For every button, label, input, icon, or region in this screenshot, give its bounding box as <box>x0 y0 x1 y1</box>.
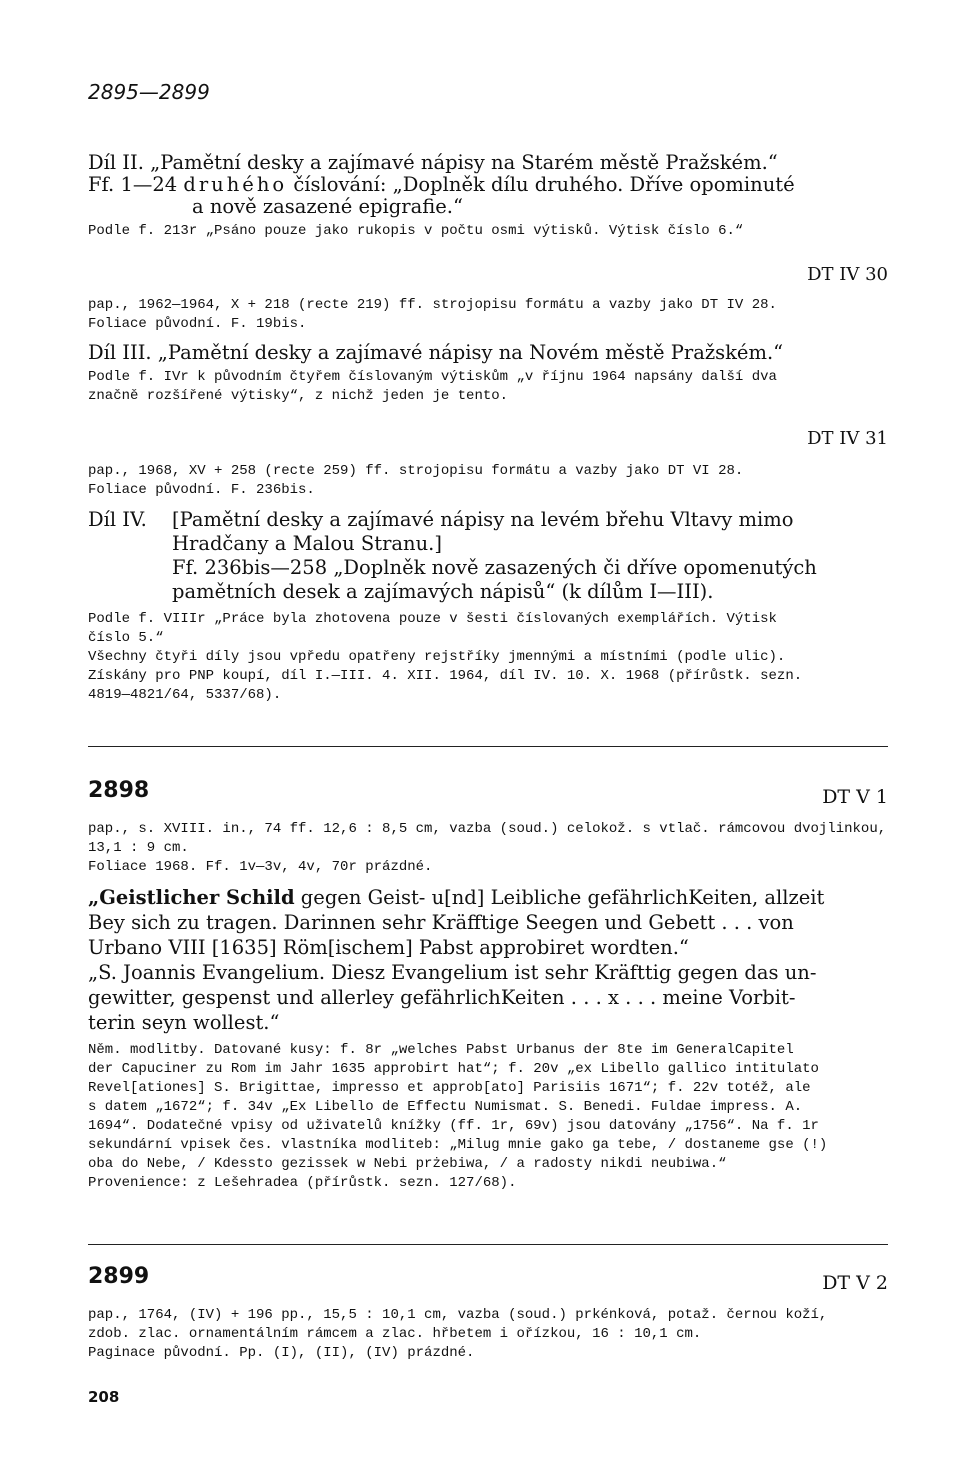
entry-note-line: sekundární vpisek čes. vlastníka modliteb: „Milug mnie gako ga tebe, / dostaneme gse (!) <box>88 1137 828 1153</box>
part-4-body <box>172 508 888 604</box>
entry-title-line: „S. Joannis Evangelium. Diesz Evangelium ist sehr Kräfttig gegen das un- <box>88 961 817 984</box>
entry-title-line: terin seyn wollest.“ <box>88 1011 280 1034</box>
part-2-foliation-cont-text: a nově zasazené epigrafie.“ <box>192 195 463 218</box>
part-2-note: Podle f. 213r „Psáno pouze jako rukopis v počtu osmi výtisků. Výtisk číslo 6.“ <box>88 223 744 239</box>
part-4-note: Všechny čtyři díly jsou vpředu opatřeny rejstříky jmennými a místními (podle ulic). <box>88 649 786 665</box>
part-4-line: Ff. 236bis—258 „Doplněk nově zasazených či dříve opomenutých <box>172 556 817 579</box>
entry-title <box>88 885 888 910</box>
part-2-desc-line: Foliace původní. F. 19bis. <box>88 316 307 332</box>
part-3-desc-line: pap., 1968, XV + 258 (recte 259) ff. strojopisu formátu a vazby jako DT VI 28. <box>88 463 744 479</box>
part-3-note: Podle f. IVr k původním čtyřem číslovaným výtiskům „v říjnu 1964 napsány další dva <box>88 369 777 385</box>
part-4-heading <box>88 508 888 604</box>
part-2-foliation-cont <box>88 196 888 218</box>
section-divider <box>88 746 888 747</box>
part-2-desc-line: pap., 1962—1964, X + 218 (recte 219) ff. strojopisu formátu a vazby jako DT IV 28. <box>88 297 777 313</box>
part-4-note: Získány pro PNP koupí, díl I.—III. 4. XII. 1964, díl IV. 10. X. 1968 (přírůstk. sezn. <box>88 668 803 684</box>
part-3-desc <box>88 462 888 500</box>
entry-note-line: 1694“. Dodatečné vpisy od uživatelů knížky (ff. 1r, 69v) jsou datovány „1756“. Na f. 1r <box>88 1118 819 1134</box>
part-3-block <box>88 342 888 406</box>
entry-note-line: Provenience: z Lešehradea (přírůstk. sezn. 127/68). <box>88 1175 517 1191</box>
entry-desc-line: pap., s. XVIII. in., 74 ff. 12,6 : 8,5 cm, vazba (soud.) celokož. s vtlač. rámcovou dvojlinkou, <box>88 821 887 837</box>
entry-note-line: Něm. modlitby. Datované kusy: f. 8r „welches Pabst Urbanus der 8te im GeneralCapitel <box>88 1042 794 1058</box>
part-2-signature: DT IV 30 <box>807 264 888 285</box>
section-divider <box>88 1244 888 1245</box>
entry-title-line: gewitter, gespenst und allerley gefährlichKeiten . . . x . . . meine Vorbit- <box>88 986 796 1009</box>
part-4-note: číslo 5.“ <box>88 630 164 646</box>
part-2-spaced-word: druhého <box>183 173 288 196</box>
part-2-folio-range: Ff. 1—24 <box>88 173 184 196</box>
entry-desc-line: Foliace 1968. Ff. 1v—3v, 4v, 70r prázdné. <box>88 859 433 875</box>
part-2-desc <box>88 296 888 334</box>
entry-number: 2899 <box>88 1264 150 1289</box>
entry-title-line: Bey sich zu tragen. Darinnen sehr Kräfftige Seegen und Gebett . . . von <box>88 911 794 934</box>
part-3-desc-line: Foliace původní. F. 236bis. <box>88 482 315 498</box>
entry-desc-line: Paginace původní. Pp. (I), (II), (IV) prázdné. <box>88 1345 475 1361</box>
part-3-title: Díl III. „Pamětní desky a zajímavé nápisy na Novém městě Pražském.“ <box>88 341 784 364</box>
entry-2899-body <box>88 1306 888 1363</box>
entry-signature: DT V 1 <box>822 786 888 808</box>
part-3-note: značně rozšířené výtisky“, z nichž jeden je tento. <box>88 388 509 404</box>
part-4-note: Podle f. VIIIr „Práce byla zhotovena pouze v šesti číslovaných exemplářích. Výtisk <box>88 611 777 627</box>
part-2-foliation <box>88 174 888 196</box>
entry-title-line: Urbano VIII [1635] Röm[ischem] Pabst approbiret wordten.“ <box>88 936 689 959</box>
entry-title-bold: „Geistlicher Schild <box>88 886 295 909</box>
entry-desc-line: zdob. zlac. ornamentálním rámcem a zlac. hřbetem i ořízkou, 16 : 10,1 cm. <box>88 1326 702 1342</box>
part-2-title: Díl II. „Pamětní desky a zajímavé nápisy na Starém městě Pražském.“ <box>88 151 778 174</box>
entry-title-rest: gegen Geist- u[nd] Leibliche gefährlichKeiten, allzeit <box>294 886 825 909</box>
part-4-line: Hradčany a Malou Stranu.] <box>172 532 442 555</box>
entry-note-line: oba do Nebe, / Kdessto gezissek w Nebi prżebiwa, / a radosty nikdi neubiwa.“ <box>88 1156 727 1172</box>
entry-signature: DT V 2 <box>822 1272 888 1294</box>
part-4-line: pamětních desek a zajímavých nápisů“ (k dílům I—III). <box>172 580 714 603</box>
entry-note-line: Revel[ationes] S. Brigittae, impresso et approb[ato] Parisiis 1671“; f. 22v totéž, ale <box>88 1080 811 1096</box>
part-4-label: Díl IV. <box>88 508 147 531</box>
part-2-block <box>88 152 888 241</box>
part-2-folio-text: číslování: „Doplněk dílu druhého. Dříve opominuté <box>287 173 795 196</box>
part-3-signature: DT IV 31 <box>807 428 888 449</box>
part-4-block <box>88 508 888 705</box>
entry-desc-line: 13,1 : 9 cm. <box>88 840 189 856</box>
entry-note-line: der Capuciner zu Rom im Jahr 1635 approbirt hat“; f. 20v „ex Libello gallico intitulato <box>88 1061 819 1077</box>
running-head: 2895—2899 <box>88 80 210 104</box>
entry-note-line: s datem „1672“; f. 34v „Ex Libello de Effectu Numismat. S. Benedi. Fuldae impress. A. <box>88 1099 803 1115</box>
entry-2898-body <box>88 820 888 1193</box>
part-4-note: 4819—4821/64, 5337/68). <box>88 687 282 703</box>
entry-number: 2898 <box>88 778 150 803</box>
part-4-line: [Pamětní desky a zajímavé nápisy na levém břehu Vltavy mimo <box>172 508 794 531</box>
entry-desc-line: pap., 1764, (IV) + 196 pp., 15,5 : 10,1 cm, vazba (soud.) prkénková, potaž. černou koží, <box>88 1307 828 1323</box>
page-number: 208 <box>88 1388 120 1406</box>
